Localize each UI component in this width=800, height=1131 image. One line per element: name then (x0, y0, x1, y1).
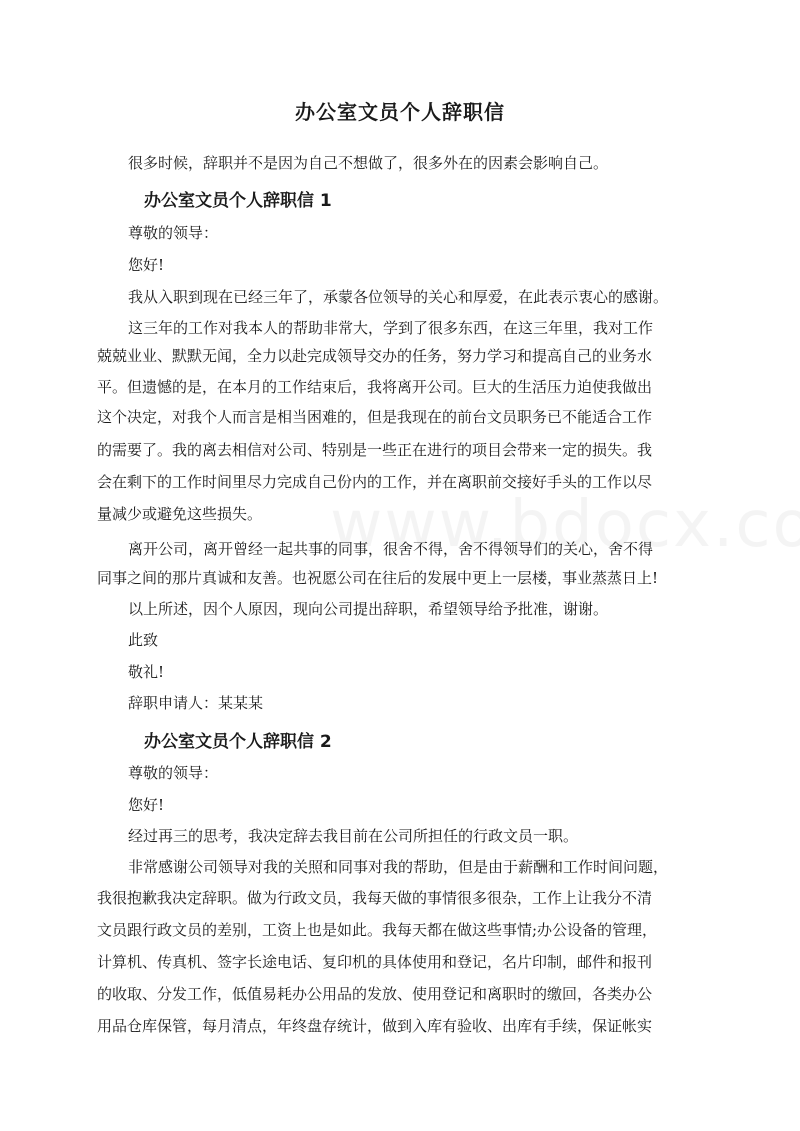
letter1-line: 这个决定，对我个人而言是相当困难的，但是我现在的前台文员职务已不能适合工作 (97, 408, 653, 426)
letter1-line: 离开公司，离开曾经一起共事的同事，很舍不得，舍不得领导们的关心，舍不得 (128, 540, 654, 558)
letter2-line: 我很抱歉我决定辞职。做为行政文员，我每天做的事情很多很杂，工作上让我分不清 (97, 889, 653, 907)
letter2-line: 计算机、传真机、签字长途电话、复印机的具体使用和登记，名片印制，邮件和报刊 (97, 953, 653, 971)
letter1-line: 这三年的工作对我本人的帮助非常大，学到了很多东西，在这三年里，我对工作 (128, 319, 654, 337)
letter1-closing: 此致 (128, 631, 159, 649)
letter1-line: 以上所述，因个人原因，现向公司提出辞职，希望领导给予批准，谢谢。 (128, 600, 609, 618)
letter2-line: 经过再三的思考，我决定辞去我目前在公司所担任的行政文员一职。 (128, 827, 579, 845)
letter1-line: 的需要了。我的离去相信对公司、特别是一些正在进行的项目会带来一定的损失。我 (97, 441, 653, 459)
letter2-line: 非常感谢公司领导对我的关照和同事对我的帮助，但是由于薪酬和工作时间问题， (128, 858, 669, 876)
letter2-heading: 办公室文员个人辞职信 2 (144, 732, 332, 752)
letter2-line: 用品仓库保管，每月清点，年终盘存统计，做到入库有验收、出库有手续，保证帐实 (97, 1017, 653, 1035)
letter2-salutation: 尊敬的领导： (128, 764, 219, 782)
letter1-line: 我从入职到现在已经三年了，承蒙各位领导的关心和厚爱，在此表示衷心的感谢。 (128, 288, 669, 306)
letter2-greeting: 您好! (128, 796, 165, 814)
letter1-line: 兢兢业业、默默无闻，全力以赴完成领导交办的任务，努力学习和提高自己的业务水 (97, 347, 653, 365)
letter2-line: 文员跟行政文员的差别，工资上也是如此。我每天都在做这些事情;办公设备的管理， (97, 921, 658, 939)
letter1-salutation: 尊敬的领导： (128, 224, 219, 242)
letter1-line: 同事之间的那片真诚和友善。也祝愿公司在往后的发展中更上一层楼，事业蒸蒸日上! (97, 569, 659, 587)
document-title: 办公室文员个人辞职信 (295, 100, 505, 124)
letter1-heading: 办公室文员个人辞职信 1 (144, 191, 332, 211)
letter1-greeting: 您好! (128, 256, 165, 274)
letter1-line: 平。但遗憾的是，在本月的工作结束后，我将离开公司。巨大的生活压力迫使我做出 (97, 378, 653, 396)
letter1-closing: 敬礼! (128, 663, 165, 681)
letter1-line: 量减少或避免这些损失。 (97, 505, 263, 523)
letter2-line: 的收取、分发工作，低值易耗办公用品的发放、使用登记和离职时的缴回，各类办公 (97, 985, 653, 1003)
letter1-line: 会在剩下的工作时间里尽力完成自己份内的工作，并在离职前交接好手头的工作以尽 (97, 473, 653, 491)
intro-paragraph: 很多时候，辞职并不是因为自己不想做了，很多外在的因素会影响自己。 (128, 154, 609, 172)
letter1-signature: 辞职申请人：某某某 (128, 694, 264, 712)
